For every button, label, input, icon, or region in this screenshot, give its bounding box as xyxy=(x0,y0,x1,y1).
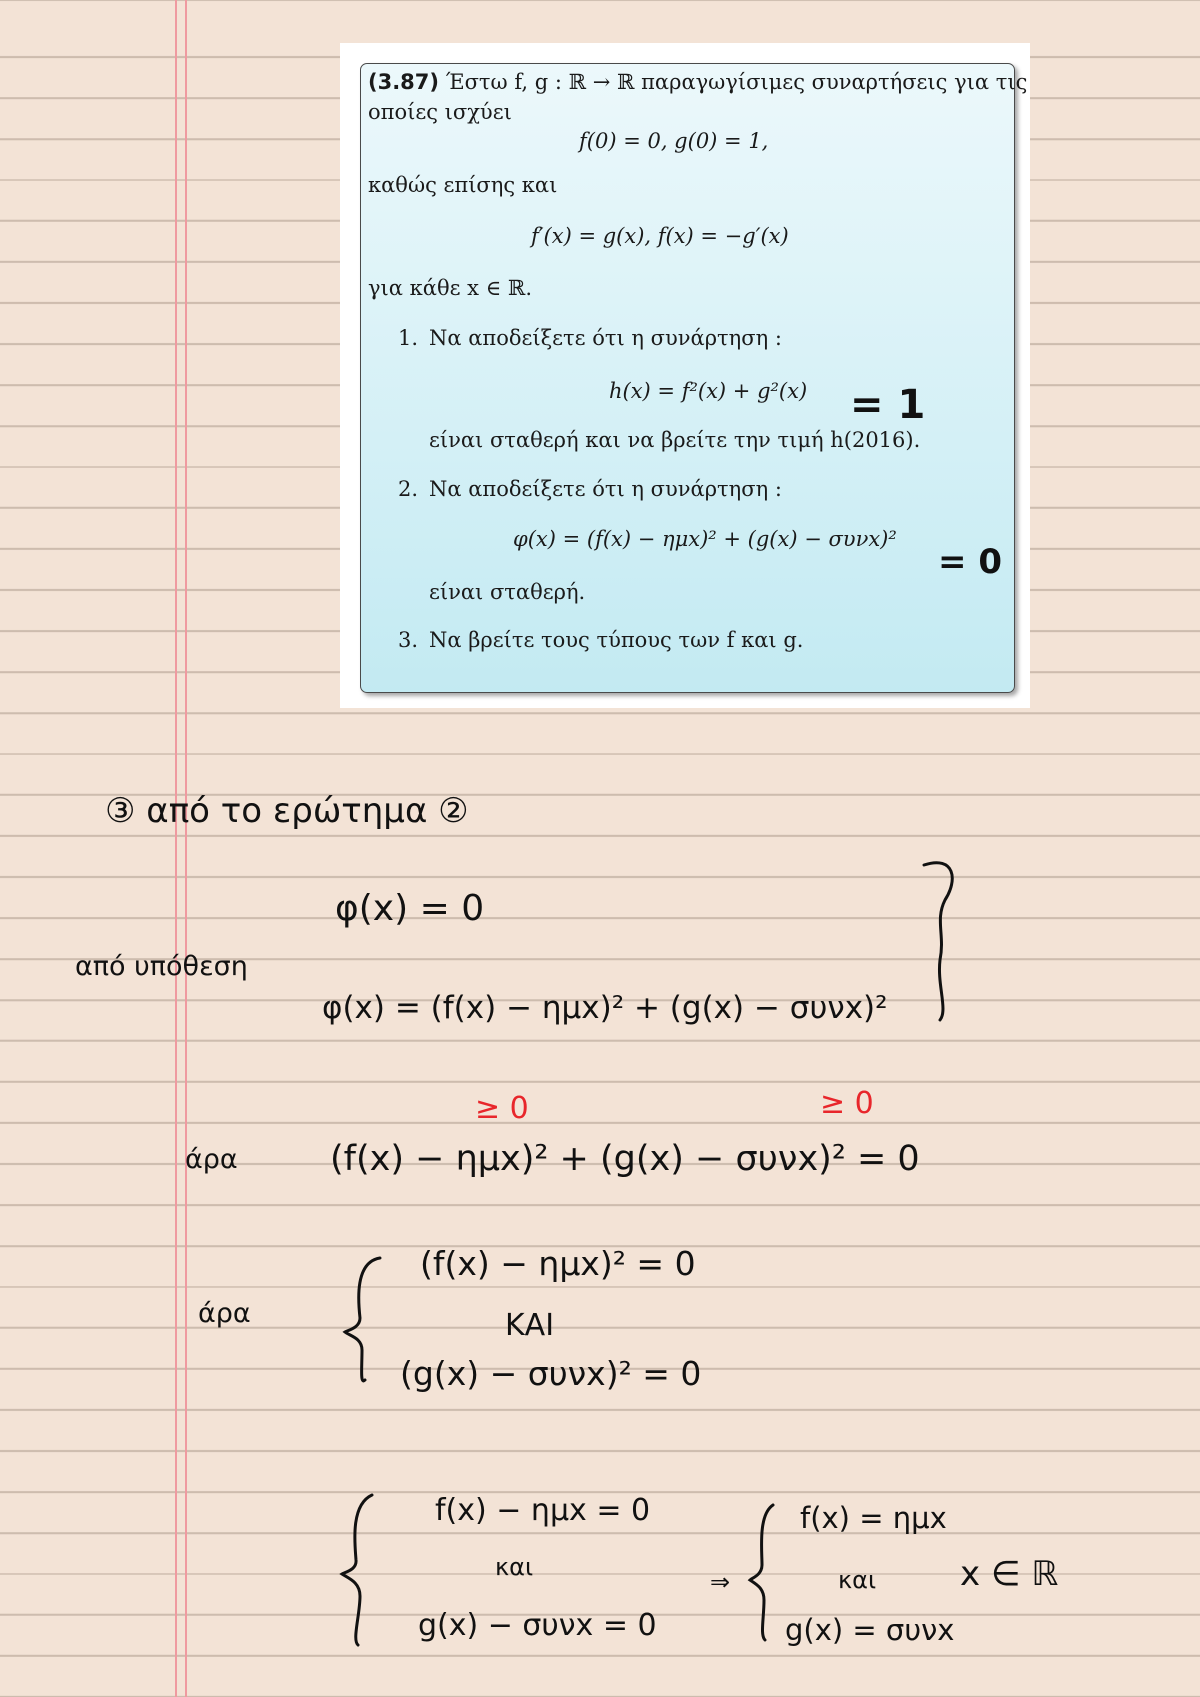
handwritten-side-note: από υπόθεση xyxy=(75,951,248,982)
problem-also-text: καθώς επίσης και xyxy=(368,173,558,197)
item-3-text: Να βρείτε τους τύπους των f και g. xyxy=(429,628,804,652)
problem-intro-line1: (3.87) Έστω f, g : ℝ → ℝ παραγωγίσιμες συναρτήσεις για τις xyxy=(368,70,1028,94)
brace-right xyxy=(924,863,952,1020)
system1-line-b: (g(x) − συνx)² = 0 xyxy=(400,1354,702,1393)
implies-symbol: ⇒ xyxy=(710,1568,731,1596)
system3-line-b: g(x) = συνx xyxy=(785,1613,955,1647)
nonnegative-mark-2: ≥ 0 xyxy=(820,1086,874,1121)
problem-intro-line2: οποίες ισχύει xyxy=(368,100,512,124)
problem-domain-text: για κάθε x ∈ ℝ. xyxy=(368,276,533,300)
system1-and: ΚΑΙ xyxy=(505,1308,555,1343)
system2-line-b: g(x) − συνx = 0 xyxy=(418,1608,657,1643)
item-2-text: Να αποδείξετε ότι η συνάρτηση : xyxy=(429,477,782,501)
equation-h: h(x) = f²(x) + g²(x) xyxy=(609,379,808,403)
handwritten-phi-definition: φ(x) = (f(x) − ημx)² + (g(x) − συνx)² xyxy=(322,990,888,1026)
item-2-number: 2. xyxy=(398,477,419,501)
system3-domain: x ∈ ℝ xyxy=(960,1554,1059,1594)
system3-and: και xyxy=(838,1566,877,1594)
brace-system-3 xyxy=(750,1505,773,1640)
handwritten-h-value: = 1 xyxy=(850,382,926,428)
system1-line-a: (f(x) − ημx)² = 0 xyxy=(420,1244,696,1283)
equation-derivatives: f′(x) = g(x), f(x) = −g′(x) xyxy=(531,224,789,248)
handwritten-step-header: ③ από το ερώτημα ② xyxy=(105,791,469,831)
item-3-number: 3. xyxy=(398,628,419,652)
item-2-after: είναι σταθερή. xyxy=(429,580,586,604)
item-1-after: είναι σταθερή και να βρείτε την τιμή h(2016). xyxy=(429,428,921,452)
item-1-text: Να αποδείξετε ότι η συνάρτηση : xyxy=(429,326,782,350)
system3-line-a: f(x) = ημx xyxy=(800,1501,947,1535)
system2-line-a: f(x) − ημx = 0 xyxy=(435,1493,651,1528)
equation-phi: φ(x) = (f(x) − ημx)² + (g(x) − συνx)² xyxy=(513,527,897,551)
handwritten-so-2: άρα xyxy=(198,1298,251,1329)
equation-initial-values: f(0) = 0, g(0) = 1, xyxy=(579,129,769,153)
handwritten-so-1: άρα xyxy=(185,1144,238,1175)
system2-and: και xyxy=(495,1553,534,1581)
handwritten-phi-value: = 0 xyxy=(938,542,1002,582)
item-1-number: 1. xyxy=(398,326,419,350)
nonnegative-mark-1: ≥ 0 xyxy=(475,1091,529,1126)
brace-system-2 xyxy=(342,1495,372,1645)
problem-number: (3.87) xyxy=(368,70,440,94)
handwritten-sum-equation: (f(x) − ημx)² + (g(x) − συνx)² = 0 xyxy=(330,1139,920,1179)
handwritten-phi-zero: φ(x) = 0 xyxy=(335,888,485,929)
brace-system-1 xyxy=(345,1258,380,1381)
